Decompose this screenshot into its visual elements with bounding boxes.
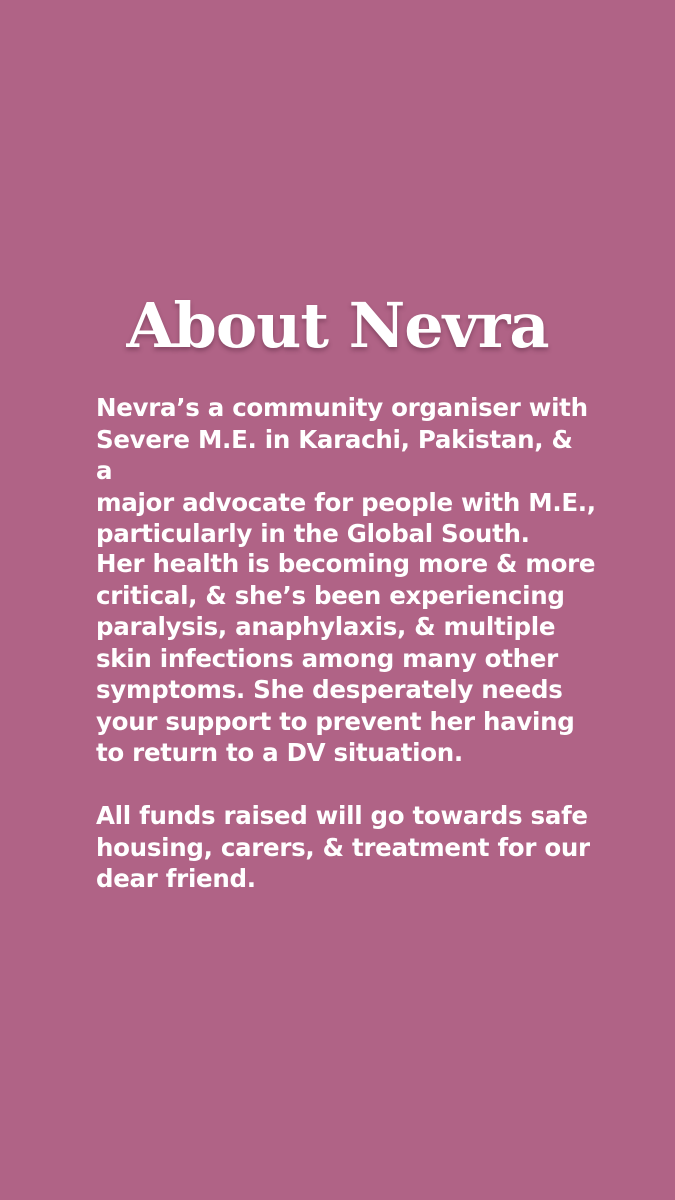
- health-paragraph: Her health is becoming more & more critical, & she’s been experiencing paralysis, anaphylaxis, & multiple skin infections among many other symptoms. She desperately needs your support to prevent her having to return to a DV situation.: [96, 549, 596, 767]
- page-title: About Nevra: [126, 289, 549, 362]
- funds-paragraph: All funds raised will go towards safe housing, carers, & treatment for our dear friend.: [96, 801, 590, 893]
- intro-paragraph: Nevra’s a community organiser with Severe M.E. in Karachi, Pakistan, & a major advocate for people with M.E., particularly in the Global South.: [96, 393, 596, 548]
